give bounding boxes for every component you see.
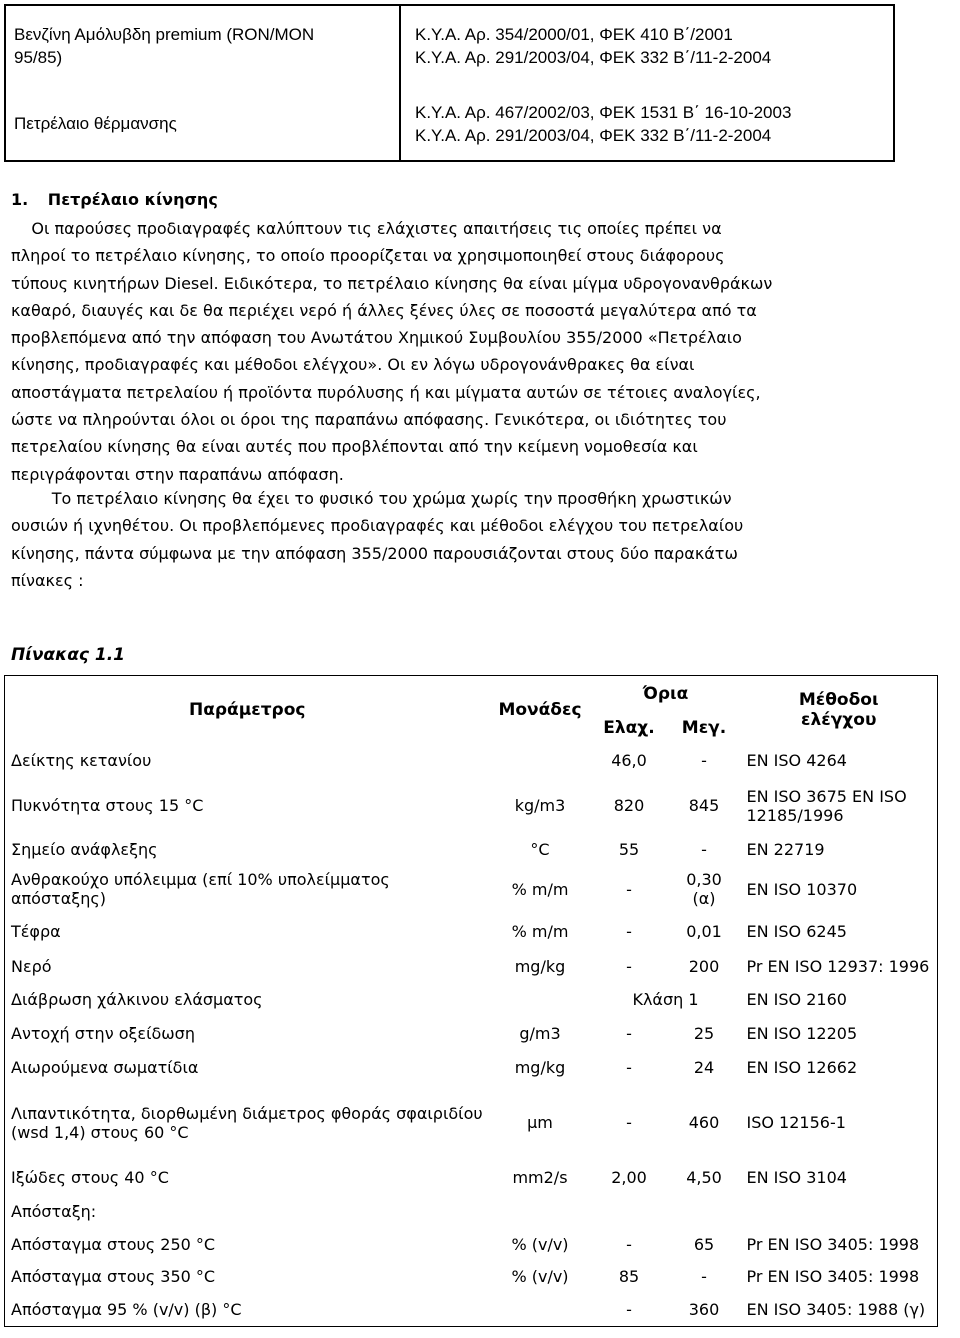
refs-cell xyxy=(400,84,894,161)
method-cell: EN ISO 3104 xyxy=(746,1168,847,1187)
param-cell: Νερό xyxy=(11,957,52,976)
text-line: προβλεπόμενα από την απόφαση του Ανωτάτου Χημικού Συμβουλίου 355/2000 «Πετρέλαιο xyxy=(11,328,742,348)
unit-cell: °C xyxy=(530,840,550,859)
table-row xyxy=(5,1195,938,1229)
method-cell: EN ISO 3405: 1988 (γ) xyxy=(746,1299,926,1319)
text-line: πληροί το πετρέλαιο κίνησης, το οποίο προορίζεται να χρησιμοποιηθεί στους διάφορους xyxy=(11,246,725,266)
unit-cell: g/m3 xyxy=(519,1024,561,1043)
section-number: 1. xyxy=(11,190,29,209)
text-line: κίνησης, πάντα σύμφωνα με την απόφαση 355/2000 παρουσιάζονται στους δύο παρακάτω xyxy=(11,543,738,563)
max-cell xyxy=(668,1195,741,1229)
limits-header: Όρια xyxy=(642,683,689,704)
unit-cell: mg/kg xyxy=(514,957,566,976)
unit-cell: kg/m3 xyxy=(514,796,566,815)
min-cell: - xyxy=(626,1058,632,1077)
param-cell: Τέφρα xyxy=(11,922,61,941)
param-cell: Ιξώδες στους 40 °C xyxy=(11,1168,169,1187)
method-cell: EN ISO 3675 EN ISO 12185/1996 xyxy=(746,786,907,825)
text-line: ώστε να πληρούνται όλοι οι όροι της παραπάνω απόφασης. Γενικότερα, οι ιδιότητες του xyxy=(11,410,727,430)
text-line: πετρελαίου κίνησης θα είναι αυτές που προβλέπονται από την κείμενη νομοθεσία και xyxy=(11,437,698,457)
section-title: Πετρέλαιο κίνησης xyxy=(47,190,218,209)
method-cell: Pr EN ISO 3405: 1998 xyxy=(746,1235,920,1254)
table-row xyxy=(5,983,938,1017)
table-row xyxy=(5,778,938,834)
param-cell: Απόσταγμα στους 250 °C xyxy=(11,1235,216,1254)
unit-header: Μονάδες xyxy=(498,699,582,720)
table-row xyxy=(5,1161,938,1195)
table-row xyxy=(5,1051,938,1085)
table-row xyxy=(5,834,938,866)
min-cell: - xyxy=(626,1299,632,1319)
product-line: Βενζίνη Αμόλυβδη premium (RON/MON xyxy=(14,25,315,44)
max-cell: 65 xyxy=(693,1235,715,1254)
text-line: Το πετρέλαιο κίνησης θα έχει το φυσικό του χρώμα χωρίς την προσθήκη χρωστικών xyxy=(11,489,732,508)
unit-cell: μm xyxy=(527,1113,553,1132)
max-cell: 25 xyxy=(693,1024,715,1043)
product-cell xyxy=(5,5,400,84)
unit-cell xyxy=(490,1293,591,1327)
method-cell: EN ISO 12205 xyxy=(746,1024,858,1043)
method-cell: EN ISO 12662 xyxy=(746,1058,858,1077)
product-cell xyxy=(5,84,400,161)
max-cell: 360 xyxy=(688,1299,720,1319)
min-cell: Κλάση 1 xyxy=(632,990,699,1009)
unit-cell xyxy=(490,744,591,778)
ref-line: Κ.Υ.Α. Αρ. 291/2003/04, ΦΕΚ 332 Β΄/11-2-2004 xyxy=(415,126,772,145)
unit-cell: % m/m xyxy=(511,879,569,899)
min-cell xyxy=(591,1195,668,1229)
max-header: Μεγ. xyxy=(681,717,727,738)
method-cell: EN ISO 2160 xyxy=(746,990,847,1009)
method-cell: Pr EN ISO 3405: 1998 xyxy=(746,1267,920,1286)
table-row xyxy=(5,1017,938,1051)
param-header: Παράμετρος xyxy=(188,699,306,720)
unit-cell: % (v/v) xyxy=(511,1235,569,1254)
method-cell xyxy=(741,1195,938,1229)
param-cell: Πυκνότητα στους 15 °C xyxy=(11,796,204,815)
min-cell: - xyxy=(626,922,632,941)
max-cell: 0,30 (α) xyxy=(686,870,722,908)
unit-cell xyxy=(490,983,591,1017)
unit-cell: % (v/v) xyxy=(511,1267,569,1286)
min-cell: 55 xyxy=(618,840,640,859)
param-cell: Δείκτης κετανίου xyxy=(11,751,152,770)
method-cell: EN ISO 6245 xyxy=(746,922,847,941)
legislation-table xyxy=(4,4,895,162)
max-cell: 4,50 xyxy=(686,1168,722,1187)
table-row xyxy=(5,744,938,778)
param-cell: Απόσταγμα 95 % (v/v) (β) °C xyxy=(11,1299,242,1319)
method-cell: EN 22719 xyxy=(746,840,825,859)
spec-table xyxy=(4,675,938,1327)
method-cell: EN ISO 10370 xyxy=(746,879,858,899)
method-header xyxy=(741,676,938,744)
min-cell: 2,00 xyxy=(611,1168,647,1187)
min-cell: - xyxy=(626,1235,632,1254)
param-cell: Απόσταγμα στους 350 °C xyxy=(11,1267,216,1286)
refs-cell xyxy=(400,5,894,84)
paragraph-2 xyxy=(11,485,885,594)
param-cell: Αιωρούμενα σωματίδια xyxy=(11,1058,199,1077)
min-cell: 820 xyxy=(613,796,645,815)
text-line: αποστάγματα πετρελαίου ή προϊόντα πυρόλυσης ή και μίγματα αυτών σε τέτοιες αναλογίες, xyxy=(11,382,761,402)
unit-cell: mg/kg xyxy=(514,1058,566,1077)
ref-line: Κ.Υ.Α. Αρ. 354/2000/01, ΦΕΚ 410 Β΄/2001 xyxy=(415,25,733,44)
table-row xyxy=(5,1261,938,1293)
max-cell: 845 xyxy=(688,796,720,815)
min-cell: - xyxy=(626,1113,632,1132)
text-line: κίνησης, προδιαγραφές και μέθοδοι ελέγχου». Οι εν λόγω υδρογονάνθρακες θα είναι xyxy=(11,355,695,375)
ref-line: Κ.Υ.Α. Αρ. 467/2002/03, ΦΕΚ 1531 Β΄ 16-10-2003 xyxy=(415,103,792,122)
param-cell: Απόσταξη: xyxy=(11,1202,97,1221)
text-line: Οι παρούσες προδιαγραφές καλύπτουν τις ελάχιστες απαιτήσεις τις οποίες πρέπει να xyxy=(11,219,722,238)
method-cell: ISO 12156-1 xyxy=(746,1113,846,1132)
param-cell: Λιπαντικότητα, διορθωμένη διάμετρος φθοράς σφαιριδίου (wsd 1,4) στους 60 °C xyxy=(11,1103,483,1142)
min-cell: - xyxy=(626,1024,632,1043)
table-caption: Πίνακας 1.1 xyxy=(11,645,125,665)
unit-cell: % m/m xyxy=(511,922,569,941)
ref-line: Κ.Υ.Α. Αρ. 291/2003/04, ΦΕΚ 332 Β΄/11-2-2004 xyxy=(415,48,772,67)
table-row xyxy=(5,1085,938,1161)
max-cell: - xyxy=(701,751,707,770)
method-cell: Pr EN ISO 12937: 1996 xyxy=(746,957,930,976)
text-line: πίνακες : xyxy=(11,570,84,590)
max-cell: 24 xyxy=(693,1058,715,1077)
table-row xyxy=(5,1229,938,1261)
min-cell: - xyxy=(626,957,632,976)
unit-cell xyxy=(490,1195,591,1229)
param-cell: Αντοχή στην οξείδωση xyxy=(11,1024,195,1043)
product-line: 95/85) xyxy=(14,48,63,67)
param-cell: Σημείο ανάφλεξης xyxy=(11,840,158,859)
product-line: Πετρέλαιο θέρμανσης xyxy=(14,114,177,133)
section-heading xyxy=(11,190,218,209)
table-row xyxy=(5,951,938,983)
max-cell: 0,01 xyxy=(686,922,722,941)
text-line: καθαρό, διαυγές και δε θα περιέχει νερό ή άλλες ξένες ύλες σε ποσοστά μεγαλύτερα από τα xyxy=(11,300,757,320)
param-cell: Ανθρακούχο υπόλειμμα (επί 10% υπολείμματος απόσταξης) xyxy=(11,870,390,908)
max-cell: - xyxy=(701,840,707,859)
min-cell: - xyxy=(626,879,632,899)
text-line: ουσιών ή ιχνηθέτου. Οι προβλεπόμενες προδιαγραφές και μέθοδοι ελέγχου του πετρελαίου xyxy=(11,516,744,536)
table-row xyxy=(5,1293,938,1327)
param-cell: Διάβρωση χάλκινου ελάσματος xyxy=(11,990,263,1009)
method-cell: EN ISO 4264 xyxy=(746,751,847,770)
text-line: περιγράφονται στην παραπάνω απόφαση. xyxy=(11,464,344,484)
max-cell: 200 xyxy=(688,957,720,976)
paragraph-1 xyxy=(11,215,885,488)
min-cell: 85 xyxy=(618,1267,640,1286)
max-cell: - xyxy=(701,1267,707,1286)
unit-cell: mm2/s xyxy=(512,1168,568,1187)
method-header-line: ελέγχου xyxy=(801,709,877,730)
min-cell: 46,0 xyxy=(611,751,647,770)
min-header: Ελαχ. xyxy=(603,717,655,738)
table-row xyxy=(5,866,938,913)
table-row xyxy=(5,913,938,951)
text-line: τύπους κινητήρων Diesel. Ειδικότερα, το πετρέλαιο κίνησης θα είναι μίγμα υδρογονανθράκων xyxy=(11,273,773,293)
max-cell: 460 xyxy=(688,1113,720,1132)
method-header-line: Μέθοδοι xyxy=(798,689,879,710)
